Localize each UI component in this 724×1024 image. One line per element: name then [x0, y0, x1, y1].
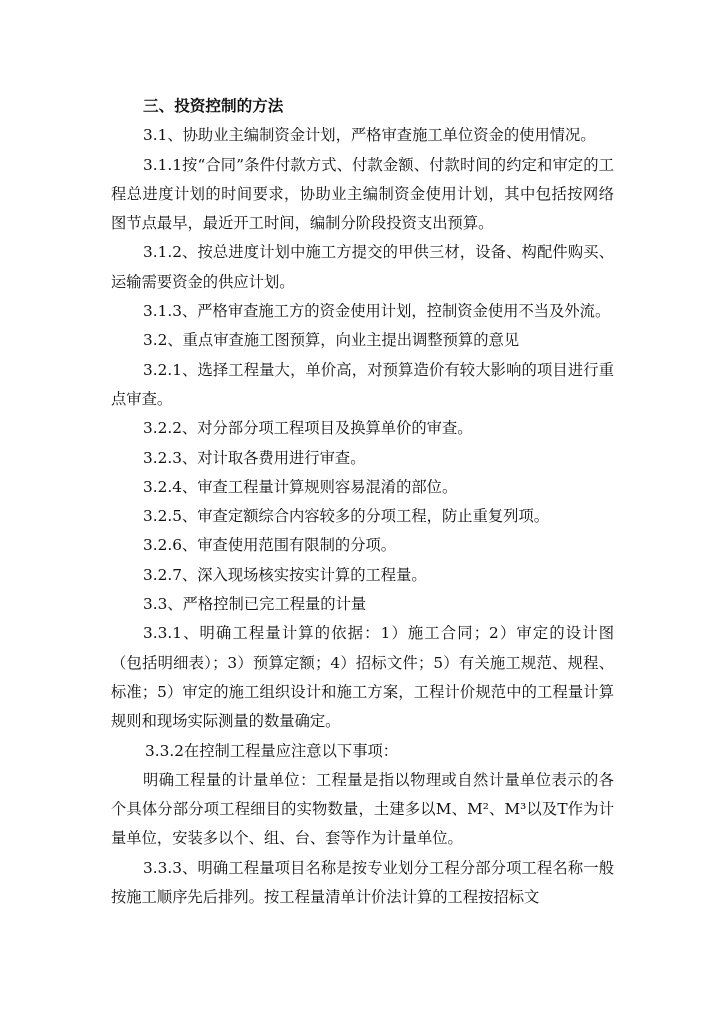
document-body — [111, 92, 614, 912]
paragraph-3-2: 3.2、重点审查施工图预算，向业主提出调整预算的意见 — [143, 331, 520, 350]
paragraph-units: 明确工程量的计量单位：工程量是指以物理或自然计量单位表示的各个具体分部分项工程细目的实物数量，土建多以M、M²、M³以及T作为计量单位，安装多以个、组、台、套等作为计量单位。 — [111, 770, 614, 848]
paragraph-3-2-1: 3.2.1、选择工程量大，单价高，对预算造价有较大影响的项目进行重点审查。 — [111, 360, 614, 408]
paragraph-3-2-2: 3.2.2、对分部分项工程项目及换算单价的审查。 — [143, 419, 473, 438]
paragraph-3-2-5: 3.2.5、审查定额综合内容较多的分项工程，防止重复列项。 — [143, 507, 550, 526]
paragraph-3-1: 3.1、协助业主编制资金计划，严格审查施工单位资金的使用情况。 — [143, 126, 596, 145]
paragraph-3-1-2: 3.1.2、按总进度计划中施工方提交的甲供三材，设备、构配件购买、运输需要资金的供应计划。 — [111, 243, 614, 291]
paragraph-3-2-3: 3.2.3、对计取各费用进行审查。 — [143, 448, 366, 467]
paragraph-3-3-2: 3.3.2在控制工程量应注意以下事项： — [145, 741, 399, 760]
paragraph-3-1-3: 3.1.3、严格审查施工方的资金使用计划，控制资金使用不当及外流。 — [143, 302, 611, 321]
paragraph-3-1-1: 3.1.1按“合同”条件付款方式、付款金额、付款时间的约定和审定的工程总进度计划的时间要求，协助业主编制资金使用计划，其中包括按网络图节点最早，最近开工时间，编制分阶段投资支出预算。 — [111, 155, 614, 233]
section-heading: 三、投资控制的方法 — [143, 97, 284, 115]
paragraph-3-3: 3.3、严格控制已完工程量的计量 — [143, 595, 367, 614]
paragraph-3-3-1: 3.3.1、明确工程量计算的依据：1）施工合同；2）审定的设计图（包括明细表）；3）预算定额；4）招标文件；5）有关施工规范、规程、标准；5）审定的施工组织设计和施工方案，工程计价规范中的工程量计算规则和现场实际测量的数量确定。 — [111, 624, 614, 731]
paragraph-3-2-7: 3.2.7、深入现场核实按实计算的工程量。 — [143, 565, 427, 584]
paragraph-3-3-3: 3.3.3、明确工程量项目名称是按专业划分工程分部分项工程名称一般按施工顺序先后排列。按工程量清单计价法计算的工程按招标文 — [111, 858, 614, 907]
paragraph-3-2-4: 3.2.4、审查工程量计算规则容易混淆的部位。 — [143, 477, 458, 496]
paragraph-3-2-6: 3.2.6、审查使用范围有限制的分项。 — [143, 536, 397, 555]
